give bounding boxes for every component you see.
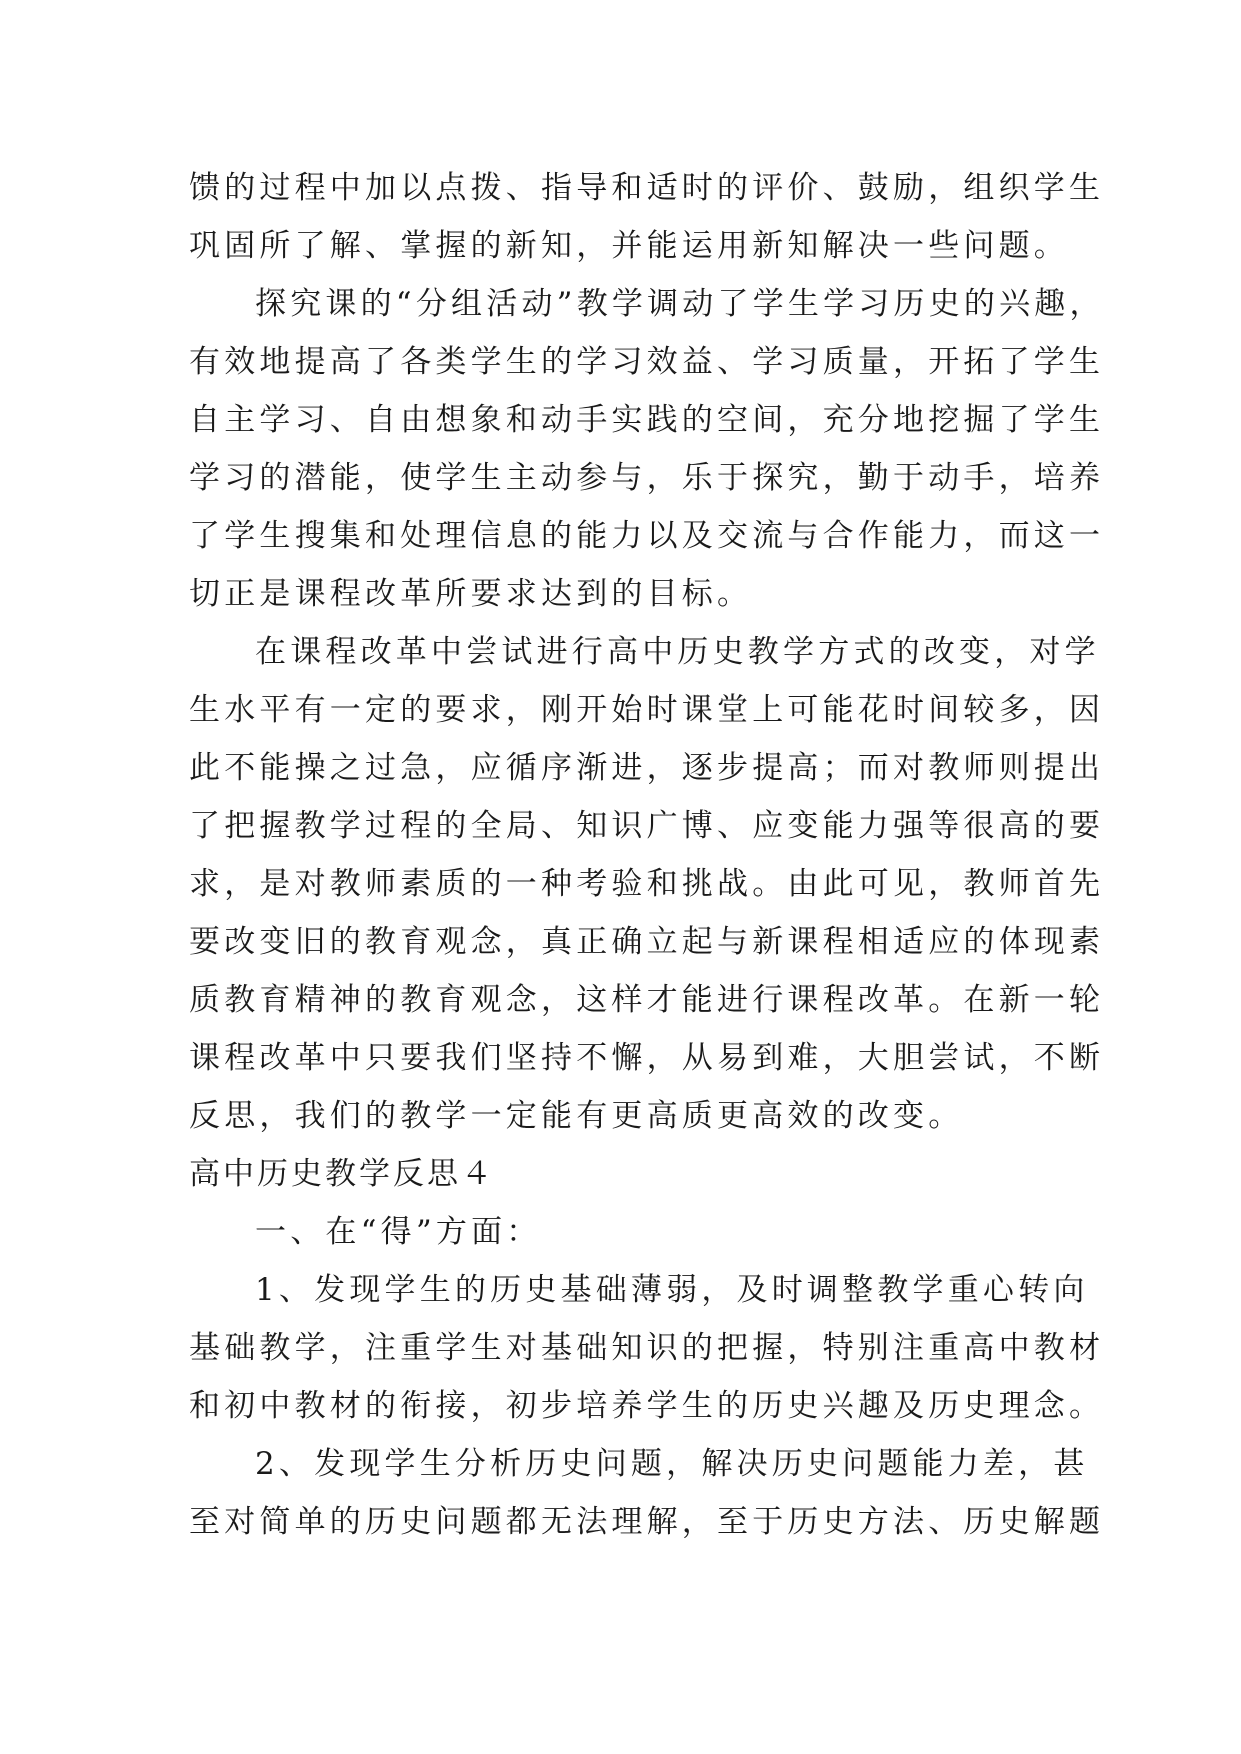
text-line: 有效地提高了各类学生的学习效益、学习质量，开拓了学生	[189, 344, 1105, 380]
text-line: 课程改革中只要我们坚持不懈，从易到难，大胆尝试，不断	[189, 1040, 1105, 1076]
text-line: 质教育精神的教育观念，这样才能进行课程改革。在新一轮	[189, 982, 1105, 1018]
text-line: 了把握教学过程的全局、知识广博、应变能力强等很高的要	[189, 808, 1105, 844]
text-line: 了学生搜集和处理信息的能力以及交流与合作能力，而这一	[189, 518, 1105, 554]
text-line: 要改变旧的教育观念，真正确立起与新课程相适应的体现素	[189, 924, 1105, 960]
text-line: 自主学习、自由想象和动手实践的空间，充分地挖掘了学生	[189, 402, 1105, 438]
text-line: 基础教学，注重学生对基础知识的把握，特别注重高中教材	[189, 1330, 1105, 1366]
text-line: 此不能操之过急，应循序渐进，逐步提高；而对教师则提出	[189, 750, 1105, 786]
text-line: 至对简单的历史问题都无法理解，至于历史方法、历史解题	[189, 1504, 1105, 1540]
text-line: 生水平有一定的要求，刚开始时课堂上可能花时间较多，因	[189, 692, 1105, 728]
paragraph-start-line: 1、发现学生的历史基础薄弱，及时调整教学重心转向	[255, 1272, 1089, 1308]
paragraph-start-line: 在课程改革中尝试进行高中历史教学方式的改变，对学	[255, 634, 1100, 670]
paragraph-start-line: 探究课的“分组活动”教学调动了学生学习历史的兴趣，	[255, 286, 1105, 322]
paragraph-start-line: 2、发现学生分析历史问题，解决历史问题能力差，甚	[255, 1446, 1089, 1482]
text-line: 反思，我们的教学一定能有更高质更高效的改变。	[189, 1098, 964, 1134]
text-line: 和初中教材的衔接，初步培养学生的历史兴趣及历史理念。	[189, 1388, 1105, 1424]
text-line: 切正是课程改革所要求达到的目标。	[189, 576, 753, 612]
text-line: 巩固所了解、掌握的新知，并能运用新知解决一些问题。	[189, 228, 1069, 264]
text-line: 馈的过程中加以点拨、指导和适时的评价、鼓励，组织学生	[189, 170, 1105, 206]
text-line: 求，是对教师素质的一种考验和挑战。由此可见，教师首先	[189, 866, 1105, 902]
subsection-heading: 一、在“得”方面：	[255, 1214, 542, 1250]
document-body	[189, 159, 1105, 1551]
section-heading: 高中历史教学反思４	[189, 1156, 495, 1192]
text-line: 学习的潜能，使学生主动参与，乐于探究，勤于动手，培养	[189, 460, 1105, 496]
